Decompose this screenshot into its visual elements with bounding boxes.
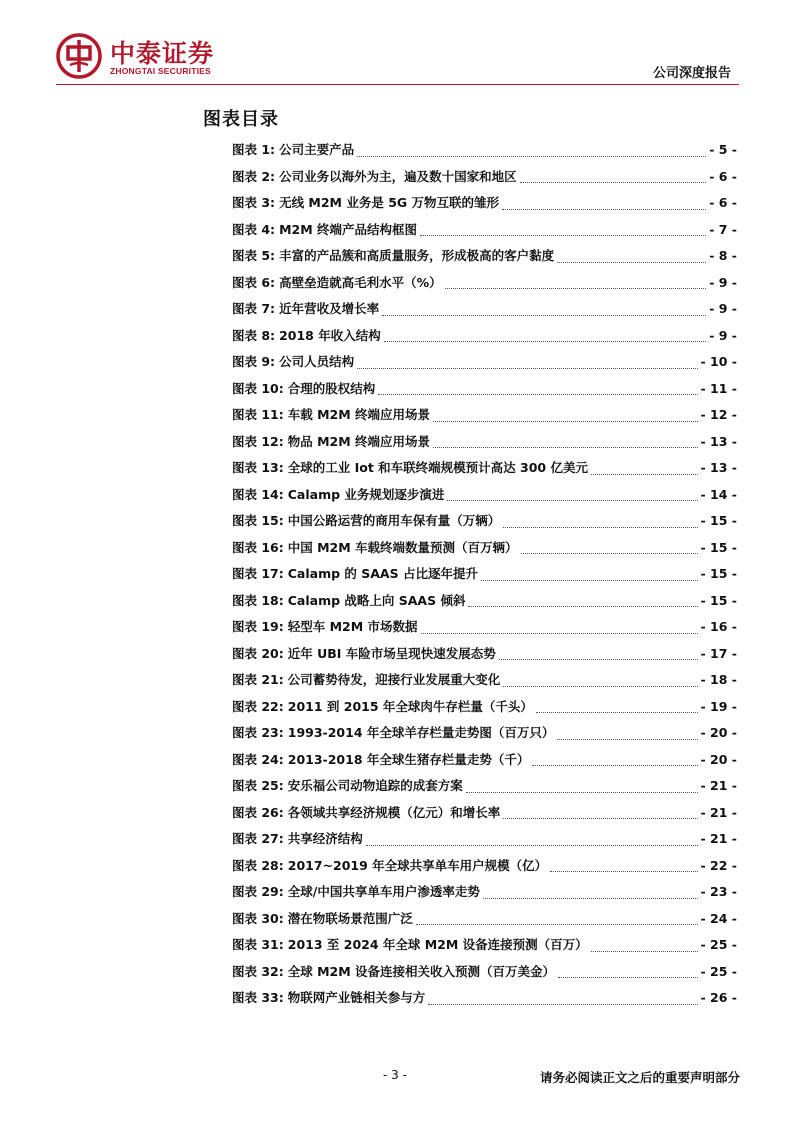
toc-dot-leader: [382, 315, 706, 316]
toc-entry[interactable]: [232, 962, 737, 989]
toc-entry-page: - 13 -: [700, 460, 737, 475]
toc-entry[interactable]: [232, 432, 737, 459]
toc-entry-title: M2M 终端产品结构框图: [279, 221, 417, 237]
toc-dot-leader: [532, 765, 697, 766]
toc-dot-leader: [420, 235, 706, 236]
toc-entry-page: - 26 -: [700, 990, 737, 1005]
toc-entry[interactable]: [232, 803, 737, 830]
toc-entry-page: - 18 -: [700, 672, 737, 687]
toc-entry-label: 图表 25:: [232, 778, 284, 793]
toc-entry-title: 物联网产业链相关参与方: [287, 990, 426, 1005]
toc-entry-label: 图表 6:: [232, 274, 276, 290]
toc-entry-title: 公司人员结构: [279, 354, 355, 369]
toc-entry-title: 丰富的产品簇和高质量服务，形成极高的客户黏度: [279, 248, 555, 263]
toc-entry[interactable]: [232, 405, 737, 432]
toc-entry-page: - 21 -: [700, 804, 737, 820]
toc-entry-page: - 15 -: [700, 566, 737, 581]
toc-entry-label: 图表 15:: [232, 513, 284, 528]
toc-dot-leader: [384, 341, 707, 342]
toc-entry-page: - 12 -: [700, 407, 737, 422]
toc-entry-page: - 20 -: [700, 725, 737, 740]
toc-entry-page: - 9 -: [709, 327, 737, 343]
toc-entry-title: 2013-2018 年全球生猪存栏量走势（千）: [287, 751, 530, 767]
toc-dot-leader: [421, 633, 698, 634]
toc-entry-label: 图表 16:: [232, 539, 284, 555]
toc-entry-page: - 15 -: [700, 592, 737, 608]
toc-entry-title: 2013 至 2024 年全球 M2M 设备连接预测（百万）: [287, 937, 588, 952]
toc-entry-title: 各领域共享经济规模（亿元）和增长率: [287, 804, 501, 820]
toc-dot-leader: [433, 421, 697, 422]
toc-entry[interactable]: [232, 246, 737, 273]
toc-entry[interactable]: [232, 140, 737, 167]
toc-title: 图表目录: [203, 109, 279, 130]
toc-entry[interactable]: [232, 935, 737, 962]
logo-chinese-name: 中泰证券: [110, 39, 215, 68]
toc-entry-label: 图表 22:: [232, 698, 284, 714]
toc-entry-title: 公司蓄势待发，迎接行业发展重大变化: [287, 672, 501, 687]
toc-dot-leader: [502, 209, 706, 210]
toc-entry-label: 图表 9:: [232, 354, 276, 369]
toc-entry-title: 合理的股权结构: [287, 380, 376, 396]
toc-entry-title: 潜在物联场景范围广泛: [287, 910, 413, 926]
toc-entry-label: 图表 19:: [232, 619, 284, 634]
toc-entry-label: 图表 12:: [232, 433, 284, 449]
toc-entry-page: - 9 -: [709, 274, 737, 290]
toc-entry[interactable]: [232, 988, 737, 1015]
toc-dot-leader: [503, 818, 697, 819]
toc-entry-page: - 24 -: [700, 910, 737, 926]
toc-dot-leader: [378, 394, 697, 395]
toc-entry[interactable]: [232, 193, 737, 220]
toc-entry-label: 图表 8:: [232, 327, 276, 343]
toc-dot-leader: [445, 288, 707, 289]
toc-entry-page: - 22 -: [700, 857, 737, 873]
toc-entry-page: - 8 -: [709, 248, 737, 263]
toc-entry[interactable]: [232, 750, 737, 777]
toc-entry[interactable]: [232, 352, 737, 379]
logo-english-name: ZHONGTAI SECURITIES: [110, 66, 211, 76]
toc-entry[interactable]: [232, 485, 737, 512]
toc-dot-leader: [550, 871, 697, 872]
toc-dot-leader: [366, 845, 698, 846]
toc-entry-page: - 17 -: [700, 645, 737, 661]
toc-entry-label: 图表 14:: [232, 486, 284, 502]
page-header: [0, 0, 793, 90]
toc-dot-leader: [357, 368, 697, 369]
toc-entry-label: 图表 13:: [232, 460, 284, 475]
toc-dot-leader: [520, 182, 707, 183]
toc-entry-page: - 16 -: [700, 619, 737, 634]
toc-entry[interactable]: [232, 909, 737, 936]
toc-dot-leader: [428, 1004, 697, 1005]
toc-entry-page: - 25 -: [700, 937, 737, 952]
toc-entry-title: Calamp 战略上向 SAAS 倾斜: [287, 592, 466, 608]
toc-entry[interactable]: [232, 564, 737, 591]
toc-list: [232, 140, 737, 1015]
toc-entry[interactable]: [232, 829, 737, 856]
toc-entry-label: 图表 3:: [232, 195, 276, 210]
toc-dot-leader: [591, 951, 698, 952]
toc-dot-leader: [536, 712, 698, 713]
toc-dot-leader: [468, 606, 697, 607]
toc-entry-title: 共享经济结构: [287, 831, 363, 846]
toc-entry-label: 图表 29:: [232, 884, 284, 899]
toc-entry-label: 图表 28:: [232, 857, 284, 873]
toc-entry-title: 公司主要产品: [279, 142, 355, 157]
toc-entry-page: - 6 -: [709, 195, 737, 210]
toc-entry-page: - 25 -: [700, 963, 737, 979]
toc-entry-title: 2011 到 2015 年全球肉牛存栏量（千头）: [287, 698, 533, 714]
toc-entry-title: 全球/中国共享单车用户渗透率走势: [287, 884, 480, 899]
toc-entry[interactable]: [232, 511, 737, 538]
toc-entry[interactable]: [232, 326, 737, 353]
toc-entry[interactable]: [232, 776, 737, 803]
toc-entry-title: 全球 M2M 设备连接相关收入预测（百万美金）: [287, 963, 556, 979]
toc-entry-page: - 15 -: [700, 539, 737, 555]
toc-entry-page: - 21 -: [700, 778, 737, 793]
toc-entry-label: 图表 1:: [232, 142, 276, 157]
toc-entry[interactable]: [232, 273, 737, 300]
footer-page-number: - 3 -: [383, 1068, 407, 1082]
toc-entry-label: 图表 30:: [232, 910, 284, 926]
toc-entry-page: - 20 -: [700, 751, 737, 767]
toc-entry[interactable]: [232, 458, 737, 485]
toc-entry-label: 图表 33:: [232, 990, 284, 1005]
toc-dot-leader: [558, 977, 697, 978]
toc-entry-page: - 14 -: [700, 486, 737, 502]
toc-entry[interactable]: [232, 299, 737, 326]
toc-dot-leader: [447, 500, 697, 501]
toc-entry-page: - 19 -: [700, 698, 737, 714]
toc-entry[interactable]: [232, 167, 737, 194]
toc-entry-title: 车载 M2M 终端应用场景: [287, 407, 431, 422]
toc-entry-page: - 13 -: [700, 433, 737, 449]
toc-entry-title: Calamp 的 SAAS 占比逐年提升: [287, 566, 478, 581]
toc-entry-title: 轻型车 M2M 市场数据: [287, 619, 418, 634]
toc-entry-title: 高壁垒造就高毛利水平（%）: [279, 274, 442, 290]
toc-entry-page: - 21 -: [700, 831, 737, 846]
toc-entry-page: - 11 -: [700, 380, 737, 396]
zhongtai-logo-icon: [56, 33, 102, 79]
toc-entry-page: - 23 -: [700, 884, 737, 899]
toc-dot-leader: [503, 686, 697, 687]
toc-entry[interactable]: [232, 617, 737, 644]
toc-entry-page: - 6 -: [709, 168, 737, 184]
toc-entry-label: 图表 11:: [232, 407, 284, 422]
toc-entry-label: 图表 2:: [232, 168, 276, 184]
report-type-label: 公司深度报告: [652, 66, 731, 81]
toc-dot-leader: [466, 792, 698, 793]
toc-entry[interactable]: [232, 723, 737, 750]
toc-entry-label: 图表 5:: [232, 248, 276, 263]
toc-entry-label: 图表 26:: [232, 804, 284, 820]
toc-entry-title: 无线 M2M 业务是 5G 万物互联的雏形: [279, 195, 500, 210]
toc-dot-leader: [499, 659, 698, 660]
footer-disclaimer: 请务必阅读正文之后的重要声明部分: [539, 1070, 740, 1085]
toc-entry[interactable]: [232, 538, 737, 565]
toc-entry[interactable]: [232, 644, 737, 671]
toc-entry-label: 图表 27:: [232, 831, 284, 846]
toc-entry-title: 近年营收及增长率: [279, 301, 380, 316]
toc-entry-title: 中国 M2M 车载终端数量预测（百万辆）: [287, 539, 518, 555]
toc-entry-title: 2017~2019 年全球共享单车用户规模（亿）: [287, 857, 548, 873]
toc-dot-leader: [557, 739, 697, 740]
toc-dot-leader: [591, 474, 698, 475]
toc-entry-label: 图表 7:: [232, 301, 276, 316]
toc-dot-leader: [481, 580, 698, 581]
toc-entry-title: 公司业务以海外为主，遍及数十国家和地区: [279, 168, 517, 184]
toc-entry-page: - 10 -: [700, 354, 737, 369]
toc-entry-label: 图表 31:: [232, 937, 284, 952]
toc-entry-label: 图表 17:: [232, 566, 284, 581]
toc-entry-page: - 7 -: [709, 221, 737, 237]
toc-entry-title: 中国公路运营的商用车保有量（万辆）: [287, 513, 501, 528]
toc-dot-leader: [483, 898, 698, 899]
toc-entry-label: 图表 24:: [232, 751, 284, 767]
toc-entry-page: - 15 -: [700, 513, 737, 528]
toc-dot-leader: [557, 262, 706, 263]
toc-entry[interactable]: [232, 220, 737, 247]
toc-entry[interactable]: [232, 591, 737, 618]
toc-entry-title: 近年 UBI 车险市场呈现快速发展态势: [287, 645, 496, 661]
toc-entry[interactable]: [232, 882, 737, 909]
toc-entry-label: 图表 21:: [232, 672, 284, 687]
toc-entry-page: - 9 -: [709, 301, 737, 316]
toc-entry-title: 2018 年收入结构: [279, 327, 381, 343]
toc-entry-title: 全球的工业 Iot 和车联终端规模预计高达 300 亿美元: [287, 460, 588, 475]
toc-entry-label: 图表 10:: [232, 380, 284, 396]
toc-entry-title: Calamp 业务规划逐步演进: [287, 486, 445, 502]
toc-dot-leader: [416, 924, 698, 925]
toc-entry-title: 安乐福公司动物追踪的成套方案: [287, 778, 463, 793]
toc-entry[interactable]: [232, 379, 737, 406]
toc-entry[interactable]: [232, 856, 737, 883]
toc-entry-label: 图表 20:: [232, 645, 284, 661]
toc-entry[interactable]: [232, 697, 737, 724]
toc-entry[interactable]: [232, 670, 737, 697]
header-divider: [56, 84, 739, 85]
toc-entry-page: - 5 -: [709, 142, 737, 157]
toc-entry-label: 图表 32:: [232, 963, 284, 979]
toc-dot-leader: [521, 553, 698, 554]
toc-entry-label: 图表 18:: [232, 592, 284, 608]
toc-entry-label: 图表 4:: [232, 221, 276, 237]
toc-entry-label: 图表 23:: [232, 725, 284, 740]
toc-entry-title: 1993-2014 年全球羊存栏量走势图（百万只）: [287, 725, 555, 740]
toc-entry-title: 物品 M2M 终端应用场景: [287, 433, 431, 449]
toc-dot-leader: [503, 527, 697, 528]
toc-dot-leader: [433, 447, 697, 448]
toc-dot-leader: [357, 156, 706, 157]
